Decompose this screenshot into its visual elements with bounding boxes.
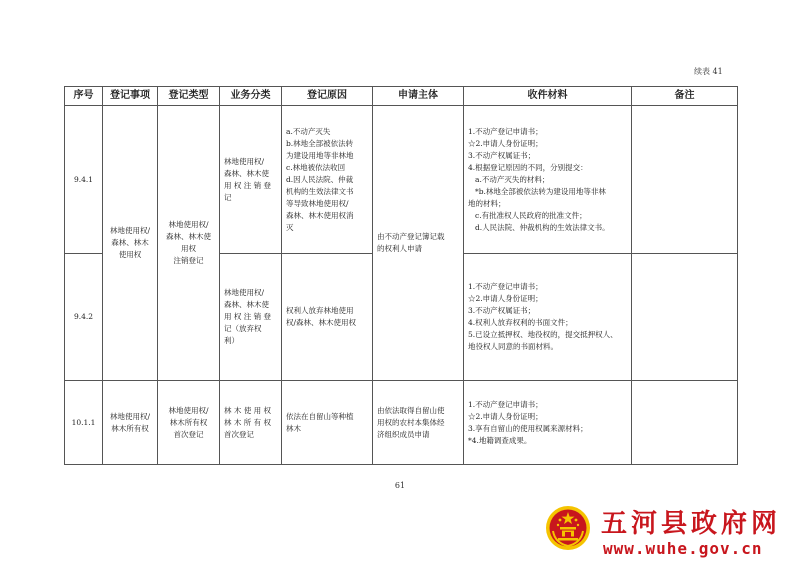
table-row: [65, 106, 738, 254]
row-remarks: [632, 381, 738, 465]
row-serial: 10.1.1: [65, 381, 103, 465]
row-business: 林地使用权/ 森林、林木使 用 权 注 销 登 记（放弃权 利）: [220, 254, 282, 381]
header-remarks: 备注: [632, 87, 738, 106]
row-subject: 由依法取得自留山使 用权的农村本集体经 济组织成员申请: [373, 381, 464, 465]
row-reasons: 权利人放弃林地使用 权/森林、林木使用权: [282, 254, 373, 381]
row-serial: 9.4.2: [65, 254, 103, 381]
row-reasons: 依法在自留山等种植 林木: [282, 381, 373, 465]
row-remarks: [632, 106, 738, 254]
national-emblem-icon: [545, 505, 591, 551]
row-materials: 1.不动产登记申请书； ☆2.申请人身份证明； 3.不动产权属证书； 4.权利人放弃权利的书面文件； 5.已设立抵押权、地役权的，提交抵押权人、 地役权人同意的书面材料。: [464, 254, 632, 381]
page-number: 61: [394, 481, 406, 490]
row-reasons: a.不动产灭失 b.林地全部被依法转 为建设用地等非林地 c.林地被依法收回 d.因人民法院、仲裁 机构的生效法律文书 等导致林地使用权/ 森林、林木使用权消 灭: [282, 106, 373, 254]
row-remarks: [632, 254, 738, 381]
site-name: 五河县政府网: [601, 509, 782, 539]
header-serial: 序号: [65, 87, 103, 106]
registration-table: [64, 86, 738, 465]
row-type: 林地使用权/ 林木所有权 首次登记: [158, 381, 220, 465]
row-materials: 1.不动产登记申请书； ☆2.申请人身份证明； 3.不动产权属证书； 4.根据登记原因的不同，分别提交： a.不动产灭失的材料； *b.林地全部被依法转为建设用地等非林 地的材料； c.有批准权人民政府的批准文件； d.人民法院、仲裁机构的生效法律文书。: [464, 106, 632, 254]
row-business: 林地使用权/ 森林、林木使 用 权 注 销 登 记: [220, 106, 282, 254]
header-materials: 收件材料: [464, 87, 632, 106]
row-serial: 9.4.1: [65, 106, 103, 254]
header-type: 登记类型: [158, 87, 220, 106]
continuation-label: 续表 41: [694, 67, 723, 76]
site-url: www.wuhe.gov.cn: [603, 539, 763, 558]
row-item-merged: 林地使用权/ 森林、林木 使用权: [103, 106, 158, 381]
table-header-row: [65, 87, 738, 106]
row-business: 林 木 使 用 权 林 木 所 有 权 首次登记: [220, 381, 282, 465]
header-business: 业务分类: [220, 87, 282, 106]
row-materials: 1.不动产登记申请书； ☆2.申请人身份证明； 3.享有自留山的使用权属来源材料； *4.地籍调查成果。: [464, 381, 632, 465]
row-subject-merged: 由不动产登记簿记载 的权利人申请: [373, 106, 464, 381]
header-subject: 申请主体: [373, 87, 464, 106]
header-reason: 登记原因: [282, 87, 373, 106]
header-item: 登记事项: [103, 87, 158, 106]
row-item: 林地使用权/ 林木所有权: [103, 381, 158, 465]
table-row: [65, 381, 738, 465]
site-watermark: [545, 503, 785, 563]
row-type-merged: 林地使用权/ 森林、林木使 用权 注销登记: [158, 106, 220, 381]
